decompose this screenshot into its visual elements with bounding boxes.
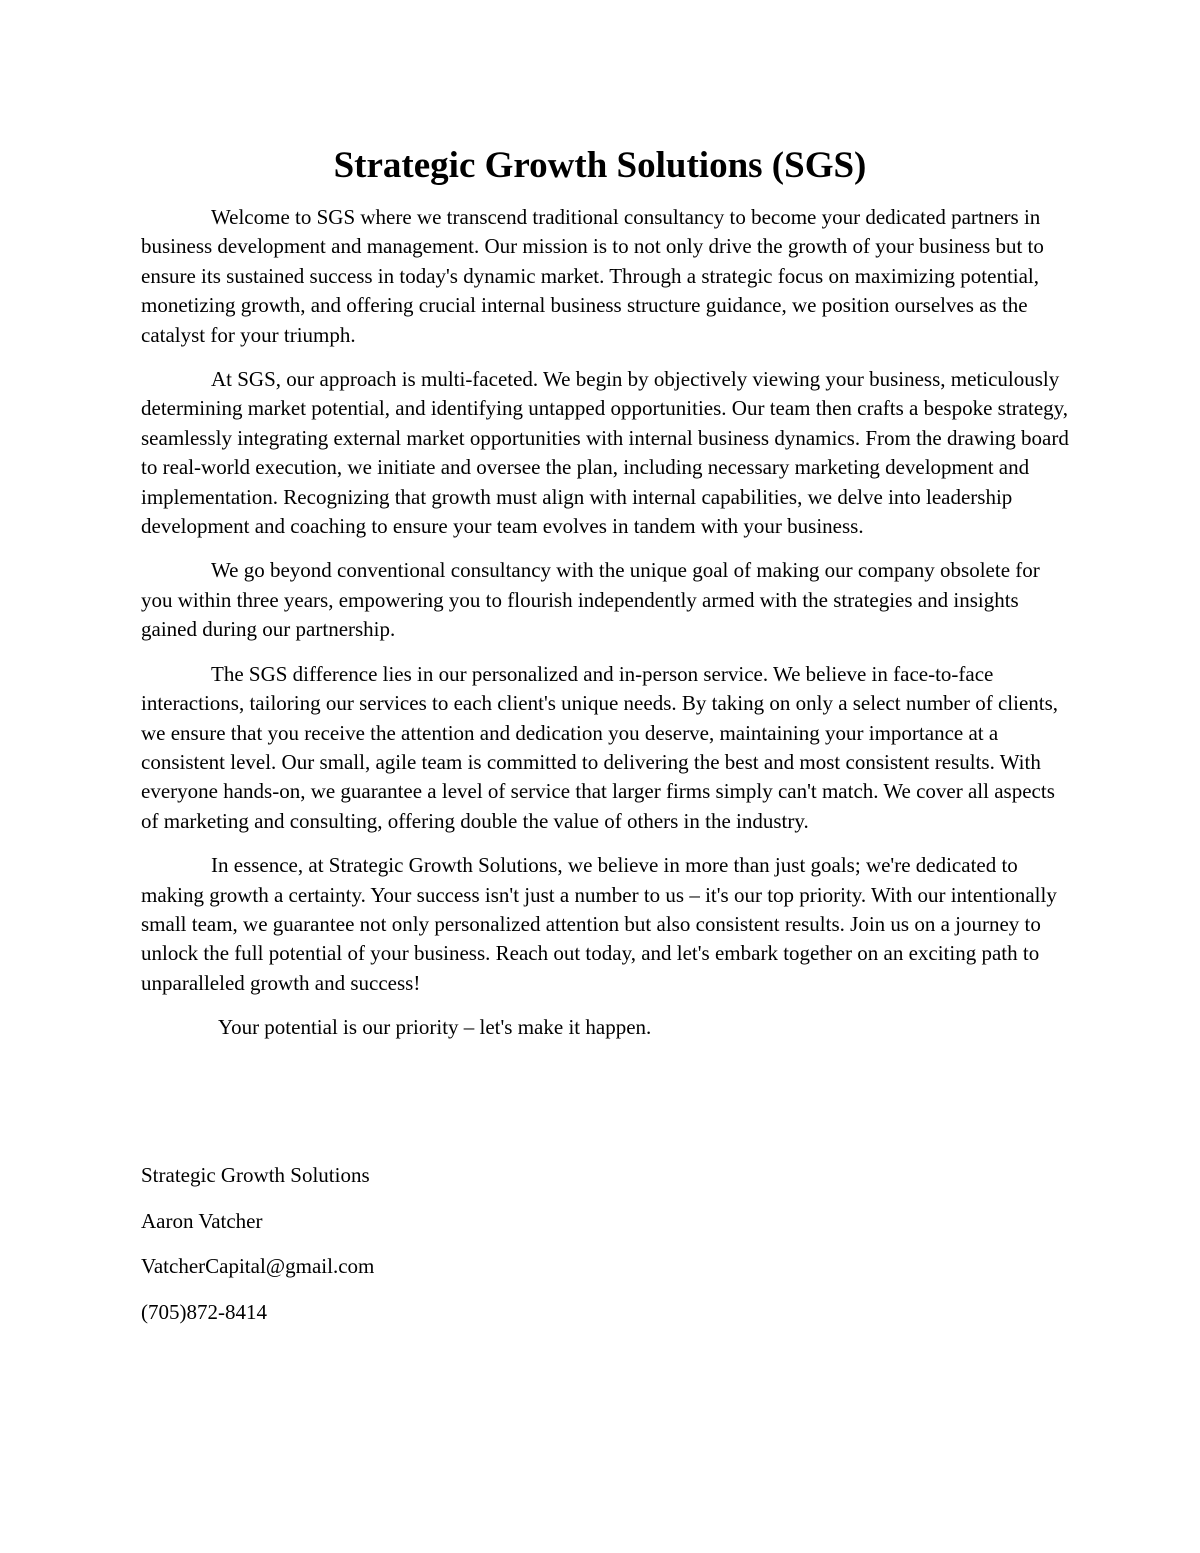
signature-name: Aaron Vatcher bbox=[141, 1208, 263, 1233]
paragraph-essence: In essence, at Strategic Growth Solutions, we believe in more than just goals; we're dedicated to making growth a certainty. Your success isn't just a number to us – it's our top priority. With our intentionally small team, we guarantee not only personalized attention but also consistent results. Join us on a journey to unlock the full potential of your business. Reach out today, and let's embark together on an exciting path to unparalleled growth and success! bbox=[141, 853, 1057, 995]
signature-company: Strategic Growth Solutions bbox=[141, 1163, 370, 1187]
paragraph-goal: We go beyond conventional consultancy with the unique goal of making our company obsolete for you within three years, empowering you to flourish independently armed with the strategies and insights gained during our partnership. bbox=[141, 558, 1040, 642]
paragraph-approach: At SGS, our approach is multi-faceted. We begin by objectively viewing your business, meticulously determining market potential, and identifying untapped opportunities. Our team then crafts a bespoke strategy, seamlessly integrating external market opportunities with internal business dynamics. From the drawing board to real-world execution, we initiate and oversee the plan, including necessary marketing development and implementation. Recognizing that growth must align with internal capabilities, we delve into leadership development and coaching to ensure your team evolves in tandem with your business. bbox=[141, 367, 1069, 539]
paragraph-intro: Welcome to SGS where we transcend traditional consultancy to become your dedicated partners in business development and management. Our mission is to not only drive the growth of your business but to ensure its sustained success in today's dynamic market. Through a strategic focus on maximizing potential, monetizing growth, and offering crucial internal business structure guidance, we position ourselves as the catalyst for your triumph. bbox=[141, 205, 1044, 347]
signature-block bbox=[141, 1160, 841, 1342]
document-title: Strategic Growth Solutions (SGS) bbox=[333, 145, 867, 186]
signature-phone: (705)872-8414 bbox=[141, 1299, 267, 1324]
paragraph-difference: The SGS difference lies in our personalized and in-person service. We believe in face-to-face interactions, tailoring our services to each client's unique needs. By taking on only a select number of clients, we ensure that you receive the attention and dedication you deserve, maintaining your importance at a consistent level. Our small, agile team is committed to delivering the best and most consistent results. With everyone hands-on, we guarantee a level of service that larger firms simply can't match. We cover all aspects of marketing and consulting, offering double the value of others in the industry. bbox=[141, 661, 1059, 833]
document-body bbox=[141, 203, 1069, 1043]
signature-email: VatcherCapital@gmail.com bbox=[141, 1254, 375, 1278]
closing-line: Your potential is our priority – let's make it happen. bbox=[218, 1015, 652, 1040]
